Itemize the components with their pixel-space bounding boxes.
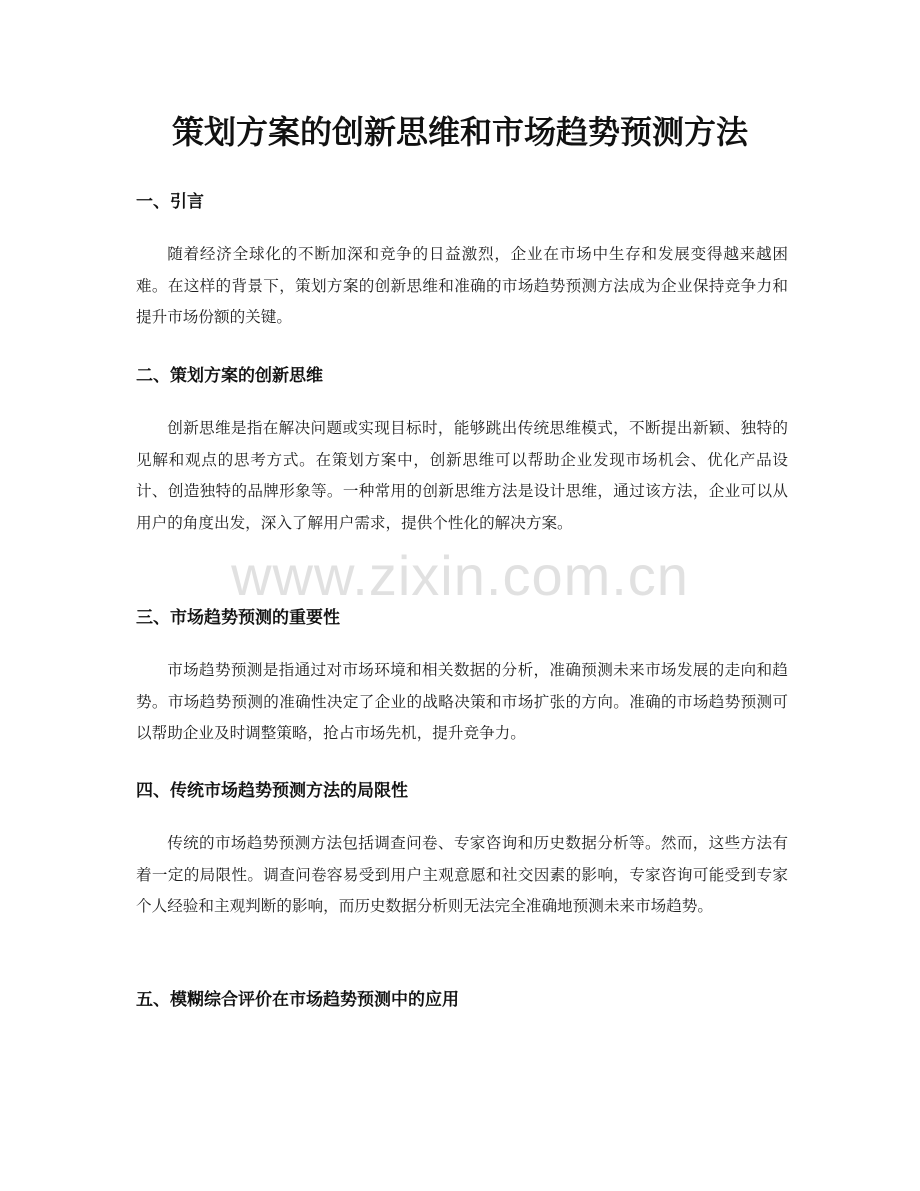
section-traditional-limitations: [136, 779, 788, 923]
section-paragraph: 市场趋势预测是指通过对市场环境和相关数据的分析，准确预测未来市场发展的走向和趋势。市场趋势预测的准确性决定了企业的战略决策和市场扩张的方向。准确的市场趋势预测可以帮助企业及时调整策略，抢占市场先机，提升竞争力。: [136, 661, 788, 742]
section-introduction: [136, 190, 788, 334]
section-innovative-thinking: [136, 364, 788, 539]
section-heading: 五、模糊综合评价在市场趋势预测中的应用: [136, 990, 459, 1010]
section-fuzzy-evaluation: [136, 988, 788, 1012]
section-paragraph: 创新思维是指在解决问题或实现目标时，能够跳出传统思维模式，不断提出新颖、独特的见解和观点的思考方式。在策划方案中，创新思维可以帮助企业发现市场机会、优化产品设计、创造独特的品牌形象等。一种常用的创新思维方法是设计思维，通过该方法，企业可以从用户的角度出发，深入了解用户需求，提供个性化的解决方案。: [136, 419, 788, 532]
section-heading: 二、策划方案的创新思维: [136, 366, 323, 386]
watermark: www.zixin.com.cn: [231, 544, 689, 607]
section-heading: 一、引言: [136, 192, 204, 212]
section-paragraph: 传统的市场趋势预测方法包括调查问卷、专家咨询和历史数据分析等。然而，这些方法有着一定的局限性。调查问卷容易受到用户主观意愿和社交因素的影响，专家咨询可能受到专家个人经验和主观判断的影响，而历史数据分析则无法完全准确地预测未来市场趋势。: [136, 834, 788, 915]
section-trend-forecast-importance: [136, 606, 788, 750]
document-title: 策划方案的创新思维和市场趋势预测方法: [171, 113, 748, 151]
section-heading: 四、传统市场趋势预测方法的局限性: [136, 781, 408, 801]
section-heading: 三、市场趋势预测的重要性: [136, 608, 340, 628]
section-paragraph: 随着经济全球化的不断加深和竞争的日益激烈，企业在市场中生存和发展变得越来越困难。在这样的背景下，策划方案的创新思维和准确的市场趋势预测方法成为企业保持竞争力和提升市场份额的关键。: [136, 245, 788, 326]
